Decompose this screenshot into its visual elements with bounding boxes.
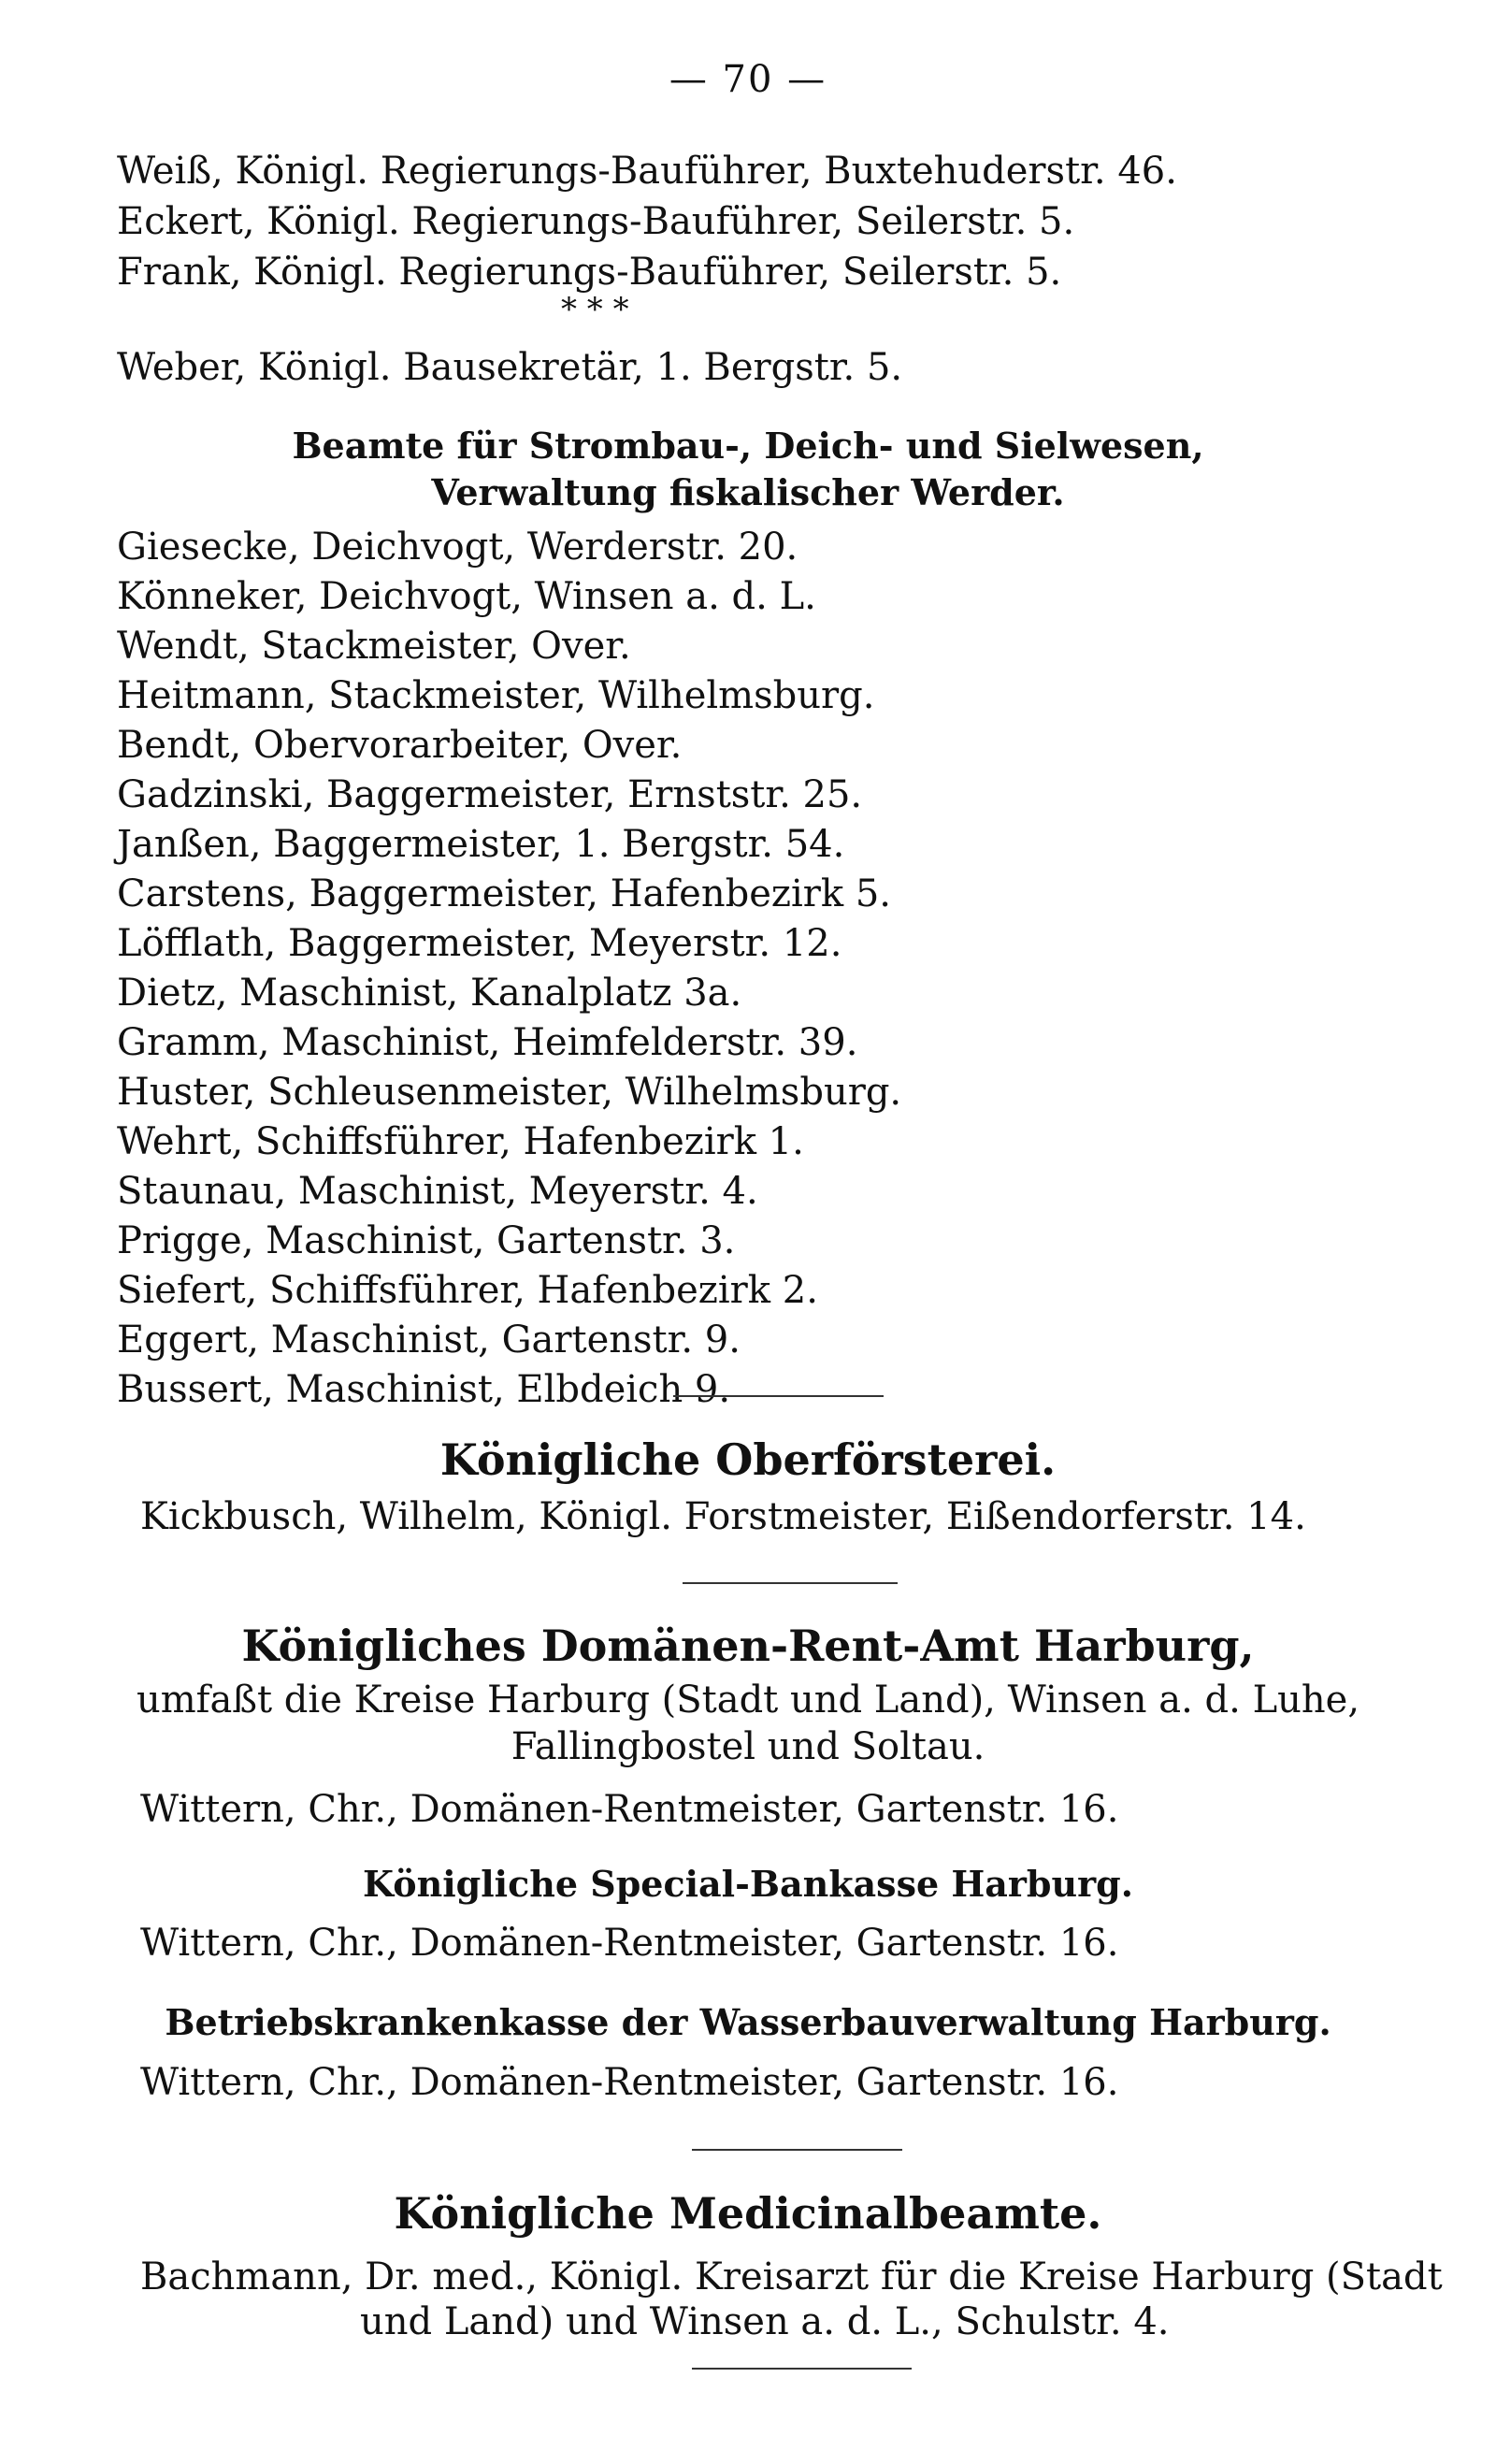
list-item: Giesecke, Deichvogt, Werderstr. 20. xyxy=(117,526,798,569)
section-heading: Königliche Special-Bankasse Harburg. xyxy=(363,1863,1133,1905)
list-item: Dietz, Maschinist, Kanalplatz 3a. xyxy=(117,972,742,1015)
list-item: Gramm, Maschinist, Heimfelderstr. 39. xyxy=(117,1021,858,1064)
list-item: und Land) und Winsen a. d. L., Schulstr. 4. xyxy=(360,2300,1170,2343)
section-heading: Verwaltung fiskalischer Werder. xyxy=(431,471,1065,513)
list-item: Staunau, Maschinist, Meyerstr. 4. xyxy=(117,1170,758,1213)
list-item: Weber, Königl. Bausekretär, 1. Bergstr. 5. xyxy=(117,346,903,389)
section-heading: Königliche Medicinalbeamte. xyxy=(394,2188,1102,2239)
list-item: Siefert, Schiffsführer, Hafenbezirk 2. xyxy=(117,1269,818,1312)
list-item: Gadzinski, Baggermeister, Ernststr. 25. xyxy=(117,773,863,816)
section-subtitle: umfaßt die Kreise Harburg (Stadt und Land), Winsen a. d. Luhe, xyxy=(136,1679,1360,1722)
list-item: Huster, Schleusenmeister, Wilhelmsburg. xyxy=(117,1071,902,1114)
list-item: Eckert, Königl. Regierungs-Bauführer, Seilerstr. 5. xyxy=(117,200,1075,243)
section-divider xyxy=(692,2368,912,2370)
list-item: Wittern, Chr., Domänen-Rentmeister, Gartenstr. 16. xyxy=(140,2061,1119,2104)
list-item: Janßen, Baggermeister, 1. Bergstr. 54. xyxy=(117,823,845,866)
list-item: Prigge, Maschinist, Gartenstr. 3. xyxy=(117,1219,736,1262)
section-divider xyxy=(683,1582,898,1584)
list-item: Heitmann, Stackmeister, Wilhelmsburg. xyxy=(117,674,875,717)
list-item: Weiß, Königl. Regierungs-Bauführer, Buxtehuderstr. 46. xyxy=(117,150,1177,193)
page-number: — 70 — xyxy=(669,58,827,101)
section-heading: Betriebskrankenkasse der Wasserbauverwaltung Harburg. xyxy=(165,2001,1331,2043)
list-item: Carstens, Baggermeister, Hafenbezirk 5. xyxy=(117,872,891,915)
section-divider xyxy=(673,1395,884,1397)
section-separator-stars: * * * xyxy=(561,291,629,328)
section-subtitle: Fallingbostel und Soltau. xyxy=(511,1725,985,1768)
list-item: Eggert, Maschinist, Gartenstr. 9. xyxy=(117,1318,741,1362)
section-heading: Beamte für Strombau-, Deich- und Sielwesen, xyxy=(292,425,1204,467)
list-item: Frank, Königl. Regierungs-Bauführer, Seilerstr. 5. xyxy=(117,251,1062,294)
section-heading: Königliche Oberförsterei. xyxy=(439,1434,1057,1485)
list-item: Wehrt, Schiffsführer, Hafenbezirk 1. xyxy=(117,1120,804,1163)
list-item: Bachmann, Dr. med., Königl. Kreisarzt für die Kreise Harburg (Stadt xyxy=(140,2255,1443,2298)
list-item: Bendt, Obervorarbeiter, Over. xyxy=(117,724,683,767)
list-item: Wittern, Chr., Domänen-Rentmeister, Gartenstr. 16. xyxy=(140,1922,1119,1965)
list-item: Wittern, Chr., Domänen-Rentmeister, Gartenstr. 16. xyxy=(140,1788,1119,1831)
list-item: Kickbusch, Wilhelm, Königl. Forstmeister, Eißendorferstr. 14. xyxy=(140,1495,1306,1538)
section-heading: Königliches Domänen-Rent-Amt Harburg, xyxy=(241,1621,1255,1671)
list-item: Bussert, Maschinist, Elbdeich 9. xyxy=(117,1368,731,1411)
section-divider xyxy=(692,2149,902,2151)
list-item: Wendt, Stackmeister, Over. xyxy=(117,625,631,668)
list-item: Löfflath, Baggermeister, Meyerstr. 12. xyxy=(117,922,842,965)
list-item: Könneker, Deichvogt, Winsen a. d. L. xyxy=(117,575,816,618)
